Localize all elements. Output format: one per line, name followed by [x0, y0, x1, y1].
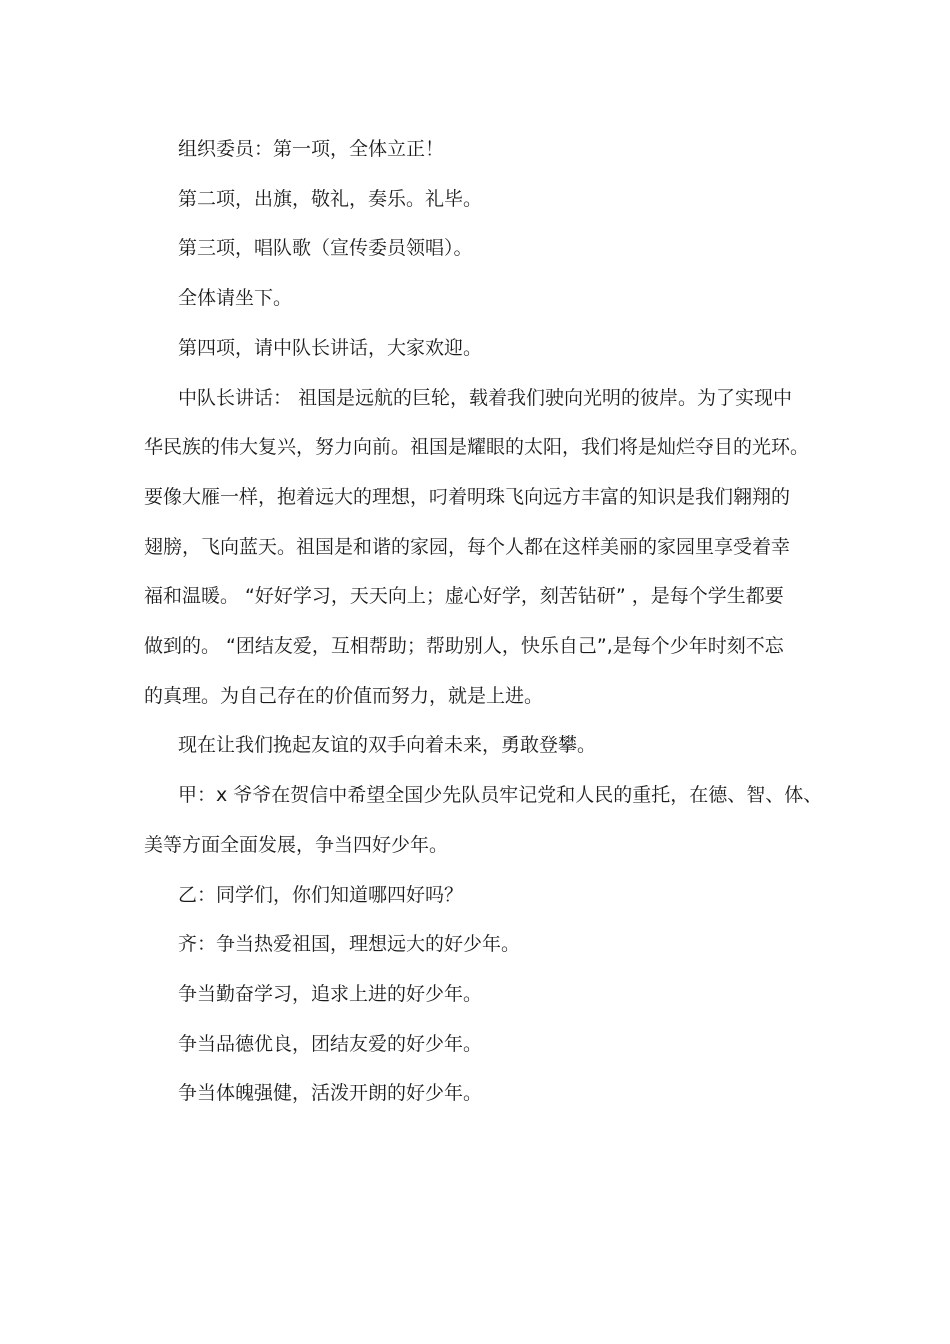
text-line: 第三项，唱队歌（宣传委员领唱）。	[178, 237, 473, 260]
text-line: 中队长讲话： 祖国是远航的巨轮，载着我们驶向光明的彼岸。为了实现中	[178, 386, 793, 409]
text-line: 现在让我们挽起友谊的双手向着未来，勇敢登攀。	[178, 734, 597, 757]
text-line: 争当勤奋学习，追求上进的好少年。	[178, 982, 483, 1005]
text-line: 乙：同学们，你们知道哪四好吗？	[178, 883, 464, 906]
paragraph	[144, 324, 814, 374]
text-line: 的真理。为自己存在的价值而努力，就是上进。	[144, 684, 544, 707]
document-body	[144, 125, 823, 1119]
text-line: 争当体魄强健，活泼开朗的好少年。	[178, 1082, 483, 1105]
paragraph	[144, 771, 823, 870]
paragraph	[144, 721, 814, 771]
text-line: 翅膀，飞向蓝天。祖国是和谐的家园，每个人都在这样美丽的家园里享受着幸	[144, 535, 791, 558]
text-line: 第二项，出旗，敬礼，奏乐。礼毕。	[178, 187, 483, 210]
text-line: 齐：争当热爱祖国，理想远大的好少年。	[178, 933, 521, 956]
paragraph	[144, 224, 814, 274]
paragraph	[144, 1069, 814, 1119]
text-line: 做到的。 “团结友爱，互相帮助；帮助别人，快乐自己”,是每个少年时刻不忘	[144, 635, 784, 658]
paragraph	[144, 920, 814, 970]
paragraph	[144, 175, 814, 225]
text-line: 华民族的伟大复兴，努力向前。祖国是耀眼的太阳，我们将是灿烂夺目的光环。	[144, 436, 810, 459]
text-line: 美等方面全面发展，争当四好少年。	[144, 833, 449, 856]
paragraph	[144, 274, 814, 324]
paragraph	[144, 871, 814, 921]
paragraph	[144, 125, 814, 175]
paragraph-speech	[144, 374, 814, 722]
paragraph	[144, 1020, 814, 1070]
text-line: 甲：x 爷爷在贺信中希望全国少先队员牢记党和人民的重托，在德、智、体、	[178, 784, 823, 807]
text-line: 组织委员：第一项，全体立正！	[178, 138, 445, 160]
text-line: 福和温暖。 “好好学习，天天向上；虚心好学，刻苦钻研” ，是每个学生都要	[144, 585, 784, 608]
paragraph	[144, 970, 814, 1020]
text-line: 要像大雁一样，抱着远大的理想，叼着明珠飞向远方丰富的知识是我们翱翔的	[144, 485, 791, 508]
text-line: 第四项，请中队长讲话，大家欢迎。	[178, 336, 483, 359]
text-line: 全体请坐下。	[178, 287, 293, 310]
text-line: 争当品德优良，团结友爱的好少年。	[178, 1032, 483, 1055]
